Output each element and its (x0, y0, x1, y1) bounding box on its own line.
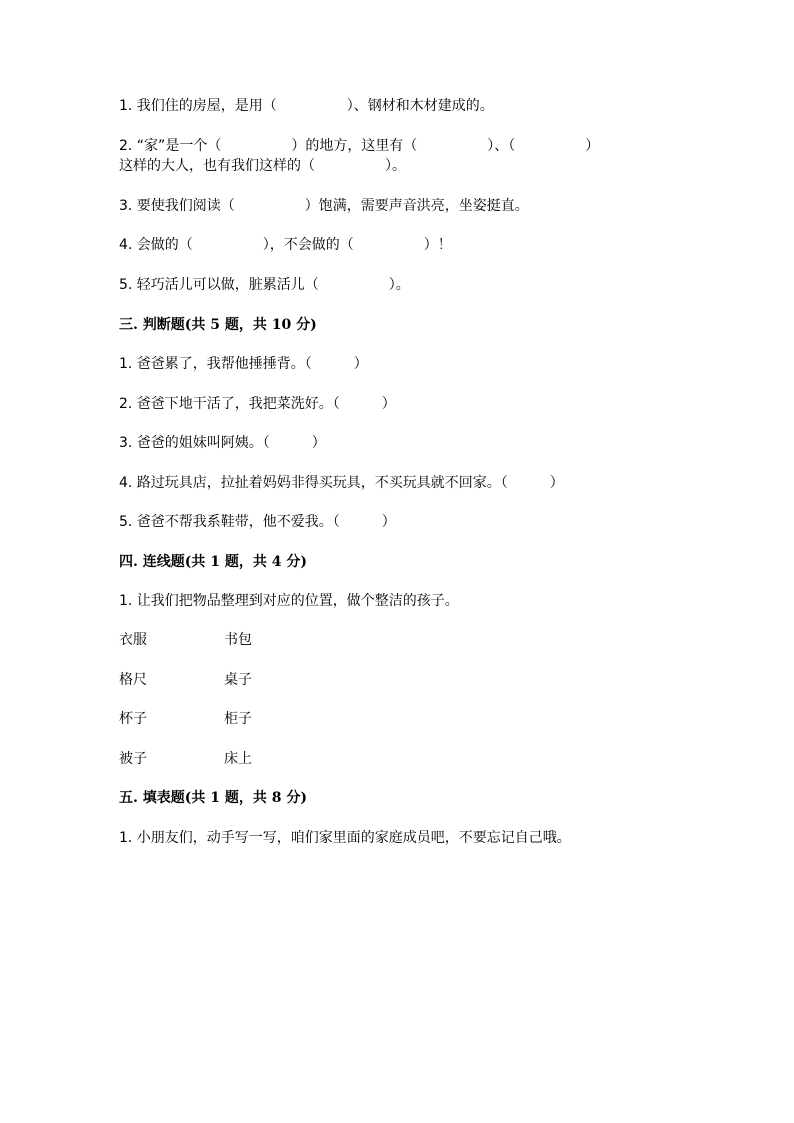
section-heading-judge: 三. 判断题(共 5 题，共 10 分) (119, 317, 317, 333)
judge-question-4: 4. 路过玩具店，拉扯着妈妈非得买玩具，不买玩具就不回家。（ ） (119, 475, 564, 491)
fill-question-3: 3. 要使我们阅读（ ）饱满，需要声音洪亮，坐姿挺直。 (119, 198, 529, 214)
section-heading-matching: 四. 连线题(共 1 题，共 4 分) (119, 554, 307, 570)
judge-question-2: 2. 爸爸下地干活了，我把菜洗好。（ ） (119, 396, 396, 412)
matching-right-item: 床上 (224, 751, 252, 767)
table-fill-question-1: 1. 小朋友们，动手写一写，咱们家里面的家庭成员吧，不要忘记自己哦。 (119, 830, 571, 846)
matching-left-item: 杯子 (119, 711, 147, 727)
matching-left-item: 被子 (119, 751, 147, 767)
judge-question-3: 3. 爸爸的姐妹叫阿姨。（ ） (119, 435, 326, 451)
matching-right-item: 柜子 (224, 711, 252, 727)
matching-question-1: 1. 让我们把物品整理到对应的位置，做个整洁的孩子。 (119, 593, 459, 609)
matching-left-item: 格尺 (119, 672, 147, 688)
fill-question-2-line-1: 2. “家”是一个（ ）的地方，这里有（ ）、（ ） (119, 138, 600, 154)
fill-question-5: 5. 轻巧活儿可以做，脏累活儿（ ）。 (119, 277, 410, 293)
matching-left-item: 衣服 (119, 632, 147, 648)
fill-question-2-line-2: 这样的大人，也有我们这样的（ ）。 (119, 158, 406, 174)
judge-question-5: 5. 爸爸不帮我系鞋带，他不爱我。（ ） (119, 514, 396, 530)
fill-question-4: 4. 会做的（ ），不会做的（ ）！ (119, 237, 452, 253)
matching-right-item: 桌子 (224, 672, 252, 688)
judge-question-1: 1. 爸爸累了，我帮他捶捶背。（ ） (119, 356, 368, 372)
section-heading-table-fill: 五. 填表题(共 1 题，共 8 分) (119, 790, 307, 806)
matching-right-item: 书包 (224, 632, 252, 648)
fill-question-1: 1. 我们住的房屋，是用（ ）、钢材和木材建成的。 (119, 98, 494, 114)
